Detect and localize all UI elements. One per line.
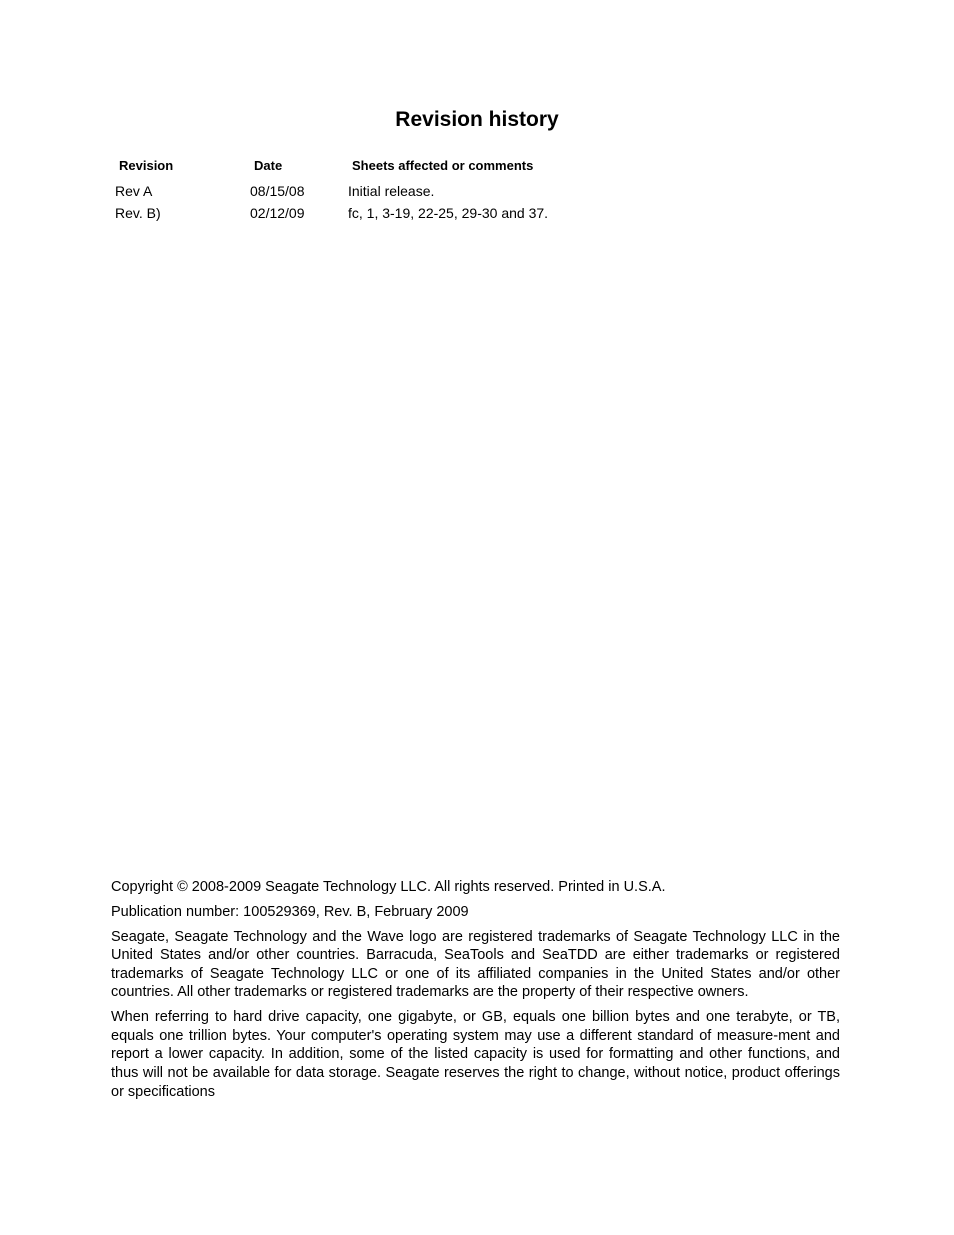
column-header-comments: Sheets affected or comments bbox=[352, 158, 534, 173]
comments-cell: fc, 1, 3-19, 22-25, 29-30 and 37. bbox=[348, 205, 549, 221]
revision-cell: Rev A bbox=[115, 183, 153, 199]
date-cell: 02/12/09 bbox=[250, 205, 305, 221]
comments-cell: Initial release. bbox=[348, 183, 435, 199]
page-title: Revision history bbox=[395, 108, 559, 131]
footer-notices bbox=[111, 878, 840, 1107]
copyright-notice: Copyright © 2008-2009 Seagate Technology LLC. All rights reserved. Printed in U.S.A. bbox=[111, 879, 666, 895]
publication-number: Publication number: 100529369, Rev. B, February 2009 bbox=[111, 903, 469, 920]
capacity-notice: When referring to hard drive capacity, one gigabyte, or GB, equals one billion bytes and one terabyte, or TB, equals one trillion bytes. Your computer's operating system may use a different standard of measure-ment and report a lower capacity. In addition, some of the listed capacity is used for formatting and other functions, and thus will not be available for data storage. Seagate reserves the right to change, without notice, product offerings or specifications bbox=[111, 1009, 840, 1100]
column-header-date: Date bbox=[254, 158, 283, 173]
trademark-notice: Seagate, Seagate Technology and the Wave logo are registered trademarks of Seagate Technology LLC in the United States and/or other countries. Barracuda, SeaTools and SeaTDD are either trademarks or registered trademarks of Seagate Technology LLC or one of its affiliated companies in the United States and/or other countries. All other trademarks or registered trademarks are the property of their respective owners. bbox=[111, 928, 840, 1001]
revision-cell: Rev. B) bbox=[115, 205, 161, 221]
column-header-revision: Revision bbox=[119, 158, 174, 173]
date-cell: 08/15/08 bbox=[250, 183, 305, 199]
